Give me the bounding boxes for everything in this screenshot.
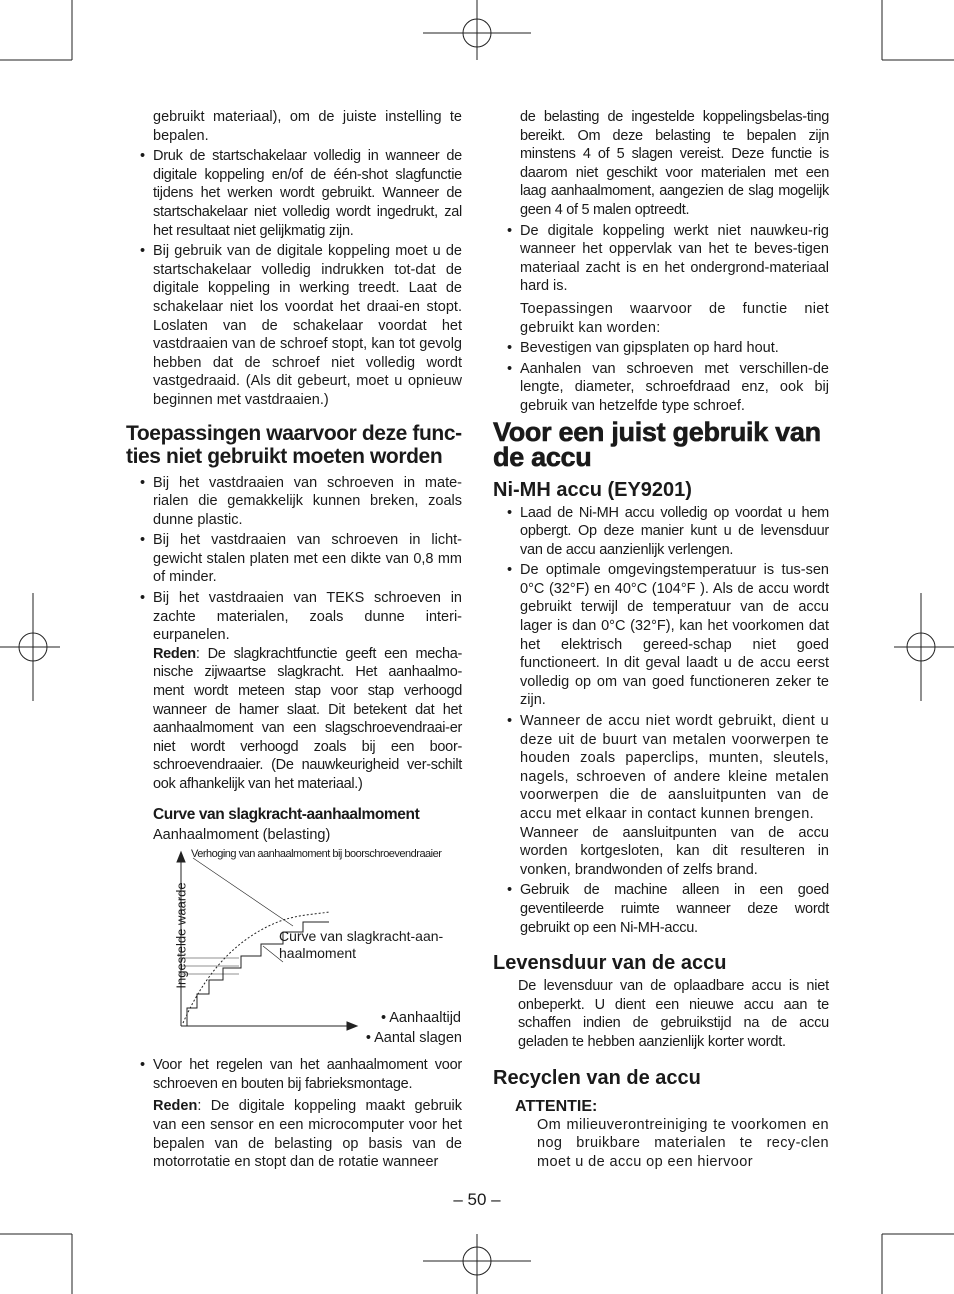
paragraph: Toepassingen waarvoor de functie niet gebruikt kan worden: [520,300,829,336]
torque-curve-diagram [153,848,463,1048]
attention-text: Om milieuverontreiniging te voorkomen en nog bruikbare materialen te recy-clen moet u de accu op een hiervoor [537,1116,829,1170]
bullet-item [126,531,462,587]
curve-subtitle: Aanhaalmoment (belasting) [153,826,331,843]
bullet-text: Druk de startschakelaar volledig in wanneer de digitale koppeling en/of de één-shot slagfunctie tijdens het werken wordt gebruikt. Wanneer de startschakelaar niet volledig wordt ingedrukt, zal het resultaat niet gelijkmatig zijn. [153,148,462,239]
section-heading: Toepassingen waarvoor deze func-ties niet gebruikt moeten worden [126,421,462,468]
bullet-item [126,147,462,240]
bullet-text: Bij gebruik van de digitale koppeling moet u de startschakelaar volledig indrukken tot-dat de digitale koppeling in werking treedt. Laat de schakelaar niet los voordat het draai-en stopt. Loslaten van de schakelaar voordat het vastdraaien van de schroef stopt, kan tot gevolg hebben dat de schroef niet volledig wordt vastgedraaid. (Als dit gebeurt, moet u opnieuw beginnen met vastdraaien.) [153,243,462,408]
drill-torque-label: Verhoging van aanhaalmoment bij boorschroevendraaier [191,848,442,861]
bullet-marker: • [140,532,146,549]
reason-paragraph [126,645,462,794]
bullet-item [126,474,462,530]
bullet-marker: • [507,340,513,357]
bullet-item [493,360,829,416]
x-axis-label-time: • Aanhaaltijd [380,1010,461,1027]
bullet-marker: • [507,222,513,239]
bullet-item [493,222,829,296]
bullet-text: Bij het vastdraaien van schroeven in mate-rialen die gemakkelijk kunnen breken, zoals dunne plastic. [153,474,462,528]
bullet-item [126,589,462,645]
paragraph: Wanneer de aansluitpunten van de accu worden kortgesloten, kan dit resulteren in vonken, brandwonden of zelfs brand. [520,824,829,878]
bullet-text: Voor het regelen van het aanhaalmoment voor schroeven en bouten bij fabrieksmontage. [153,1057,462,1092]
page-number: – 50 – [453,1190,501,1209]
bullet-marker: • [140,474,146,491]
x-axis-label-strikes: • Aantal slagen [365,1030,462,1047]
bullet-marker: • [140,1057,145,1074]
bullet-marker: • [507,504,512,521]
y-axis-arrow [177,852,185,862]
bullet-text: Bij het vastdraaien van TEKS schroeven in zachte materialen, zoals dunne interi-eurpanelen. [153,590,462,644]
continued-text: gebruikt materiaal), om de juiste instelling te bepalen. [153,109,462,144]
bullet-text: Aanhalen van schroeven met verschillen-de lengte, diameter, schroefdraad enz, ook bij gebruik van hetzelfde type schroef. [520,360,829,414]
bullet-marker: • [507,713,513,730]
bullet-marker: • [140,243,146,260]
main-heading: Voor een juist gebruik van de accu [493,416,821,472]
subsection-heading: Recyclen van de accu [493,1066,701,1089]
y-axis-label: Ingestelde waarde [173,882,189,989]
paragraph: De levensduur van de oplaadbare accu is niet onbeperkt. U dient een nieuwe accu aan te schaffen indien de gebruikstijd na de accu geladen te hebben aanzienlijk korter wordt. [518,978,829,1050]
subsection-heading: Ni-MH accu (EY9201) [493,478,692,501]
reason-label: Reden [153,1098,198,1115]
bullet-text: Wanneer de accu niet wordt gebruikt, dient u deze uit de buurt van metalen voorwerpen te houden zoals paperclips, munten, sleutels, nagels, schroeven of andere kleine metalen voorwerpen die de aansluitpunten van de accu met elkaar in contact kunnen brengen. [520,713,829,822]
reason-label: Reden [153,645,196,662]
bullet-item [493,561,829,710]
bullet-text: Gebruik de machine alleen in een goed geventileerde ruimte wanneer deze wordt gebruikt op een Ni-MH-accu. [520,882,829,936]
subsection-heading: Levensduur van de accu [493,952,727,975]
bullet-marker: • [507,882,512,899]
bullet-item [126,242,462,409]
reason-text: : De slagkrachtfunctie geeft een mecha-nische zijwaartse slagkracht. Het aanhaalmo-ment wordt meteen stap voor stap verhoogd wanneer de hamer slaat. Dit betekent dat het aanhaalmoment van een slagschroevendraai-er niet wordt verhoogd zoals bij een boor-schroevendraaier. (De nauwkeurigheid ver-schilt ook afhankelijk van het materiaal.) [153,645,462,792]
bullet-marker: • [507,562,513,579]
attention-label: ATTENTIE: [515,1097,598,1115]
bullet-item [493,881,829,937]
bullet-text: Bevestigen van gipsplaten op hard hout. [520,340,779,357]
continued-text: de belasting de ingestelde koppelingsbelas-ting bereikt. Om deze belasting te bepalen zijn minstens 4 of 5 slagen vereist. Deze functie is daarom niet geschikt voor materialen met een laag aanhaalmoment, aangezien de slag mogelijk geen 4 of 5 malen optreedt. [520,109,829,218]
bullet-text: De optimale omgevingstemperatuur is tus-sen 0°C (32°F) en 40°C (104°F ). Als de accu wordt gebruikt terwijl de temperatuur van de accu lager is dan 0°C (32°F), kan het voorkomen dat het elektrisch gereed-schap niet goed functioneert. In dit geval laadt u de accu eerst volledig op om van goed functioneren zeker te zijn. [520,562,829,709]
curve-label: Curve van slagkracht-aan-haalmoment [279,928,444,962]
bullet-text: Laad de Ni-MH accu volledig op voordat u hem opbergt. Op deze manier kunt u de levensduur van de accu aanzienlijk verlengen. [520,504,829,558]
bullet-item [126,1056,462,1093]
right-column [493,108,829,1171]
bullet-item [493,504,829,560]
reason-text: : De digitale koppeling maakt gebruik van een sensor en een microcomputer voor het bepalen van de belasting op basis van de motorrotatie en stopt dan de rotatie wanneer [153,1098,462,1171]
left-column [126,108,462,1172]
top-label-pointer [193,858,293,926]
bullet-item [493,339,829,358]
curve-heading: Curve van slagkracht-aanhaalmoment [153,805,420,823]
bullet-text: Bij het vastdraaien van schroeven in licht-gewicht stalen platen met een dikte van 0,8 mm of minder. [153,532,462,586]
bullet-text: De digitale koppeling werkt niet nauwkeu-rig wanneer het oppervlak van het te beves-tigen materiaal zacht is en het ondergrond-materiaal hard is. [520,222,829,295]
x-axis-arrow [347,1022,357,1030]
bullet-item [493,712,829,824]
bullet-marker: • [140,148,145,165]
bullet-marker: • [140,590,146,607]
bullet-marker: • [507,360,513,377]
reason-paragraph-2 [126,1097,462,1171]
